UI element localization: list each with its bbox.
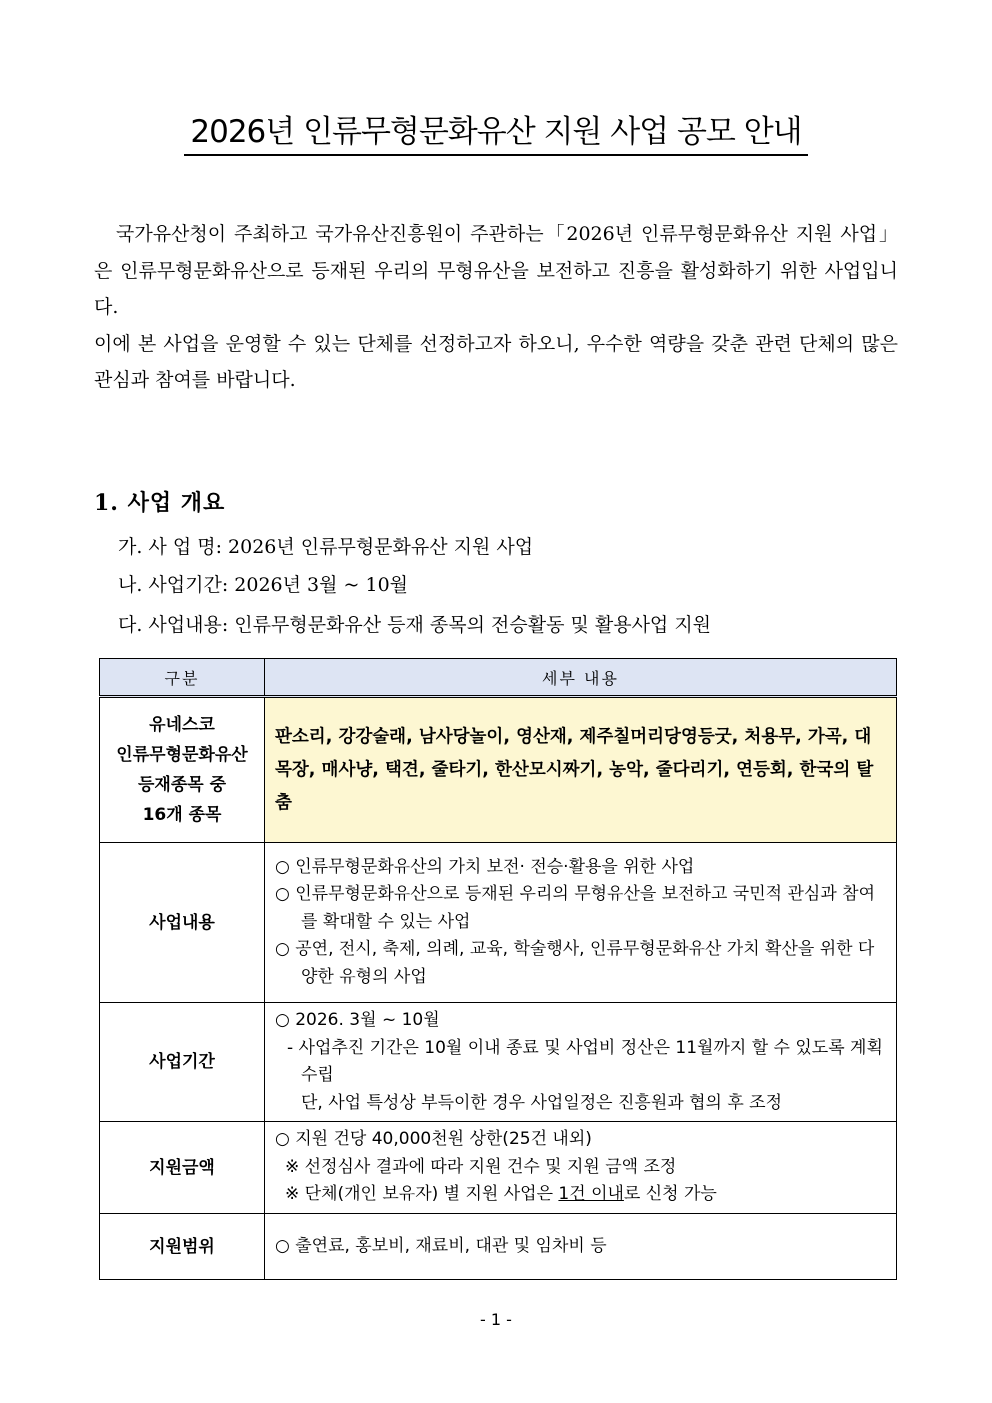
- period-category: 사업기간: [100, 1003, 265, 1122]
- period-detail: [265, 1003, 897, 1122]
- document-title: 2026년 인류무형문화유산 지원 사업 공모 안내: [184, 112, 807, 156]
- business-line: ○ 인류무형문화유산으로 등재된 우리의 무형유산을 보전하고 국민적 관심과 참여를 확대할 수 있는 사업: [275, 884, 875, 932]
- overview-table: [99, 658, 897, 1280]
- overview-item-period: 나. 사업기간: 2026년 3월 ~ 10월: [118, 574, 409, 596]
- document-title-wrap: [0, 112, 992, 156]
- table-row-scope: [100, 1214, 897, 1280]
- unesco-category: [100, 697, 265, 843]
- amount-ref-2: [275, 1181, 886, 1209]
- amount-main: ○ 지원 건당 40,000천원 상한(25건 내외): [275, 1129, 592, 1150]
- business-category: 사업내용: [100, 843, 265, 1003]
- amount-ref-2-post: 로 신청 가능: [623, 1184, 717, 1205]
- amount-ref-2-pre: ※ 단체(개인 보유자) 별 지원 사업은: [285, 1184, 559, 1205]
- period-main: ○ 2026. 3월 ~ 10월: [275, 1010, 440, 1030]
- page-number: - 1 -: [480, 1310, 512, 1329]
- header-category: 구분: [100, 659, 265, 697]
- business-line: ○ 공연, 전시, 축제, 의례, 교육, 학술행사, 인류무형문화유산 가치 확산을 위한 다양한 유형의 사업: [275, 939, 875, 987]
- table-row-unesco: [100, 697, 897, 843]
- business-line: ○ 인류무형문화유산의 가치 보전· 전승·활용을 위한 사업: [275, 856, 695, 877]
- period-sub: - 사업추진 기간은 10월 이내 종료 및 사업비 정산은 11월까지 할 수 있도록 계획 수립: [287, 1037, 883, 1085]
- table-row-amount: [100, 1122, 897, 1214]
- intro-text: [94, 216, 898, 399]
- section-heading: 1. 사업 개요: [94, 490, 226, 516]
- amount-ref-2-underline: 1건 이내: [558, 1184, 624, 1205]
- table-row-period: [100, 1003, 897, 1122]
- unesco-category-line: 등재종목 중: [137, 775, 227, 795]
- header-detail: 세부 내용: [265, 659, 897, 697]
- scope-main: ○ 출연료, 홍보비, 재료비, 대관 및 임차비 등: [275, 1235, 607, 1256]
- business-detail: [265, 843, 897, 1003]
- unesco-category-line: 인류무형문화유산: [116, 745, 248, 765]
- unesco-items: 판소리, 강강술래, 남사당놀이, 영산재, 제주칠머리당영등굿, 처용무, 가곡, 대목장, 매사냥, 택견, 줄타기, 한산모시짜기, 농악, 줄다리기, 연등회, 한국의 탈춤: [265, 697, 897, 843]
- table-row-business: [100, 843, 897, 1003]
- scope-detail: [265, 1214, 897, 1280]
- amount-detail: [265, 1122, 897, 1214]
- overview-item-name: 가. 사 업 명: 2026년 인류무형문화유산 지원 사업: [118, 536, 534, 558]
- amount-category: 지원금액: [100, 1122, 265, 1214]
- unesco-category-line: 유네스코: [149, 715, 215, 735]
- period-note: 단, 사업 특성상 부득이한 경우 사업일정은 진흥원과 협의 후 조정: [301, 1092, 783, 1113]
- intro-paragraph-1: 국가유산청이 주최하고 국가유산진흥원이 주관하는「2026년 인류무형문화유산 지원 사업」은 인류무형문화유산으로 등재된 우리의 무형유산을 보전하고 진흥을 활성화하기 위한 사업입니다.: [94, 223, 898, 318]
- table-header-row: [100, 659, 897, 697]
- overview-item-content: 다. 사업내용: 인류무형문화유산 등재 종목의 전승활동 및 활용사업 지원: [118, 614, 712, 636]
- intro-paragraph-2: 이에 본 사업을 운영할 수 있는 단체를 선정하고자 하오니, 우수한 역량을 갖춘 관련 단체의 많은 관심과 참여를 바랍니다.: [94, 332, 898, 391]
- amount-ref-1: ※ 선정심사 결과에 따라 지원 건수 및 지원 금액 조정: [285, 1156, 677, 1177]
- scope-category: 지원범위: [100, 1214, 265, 1280]
- unesco-category-line: 16개 종목: [142, 805, 222, 825]
